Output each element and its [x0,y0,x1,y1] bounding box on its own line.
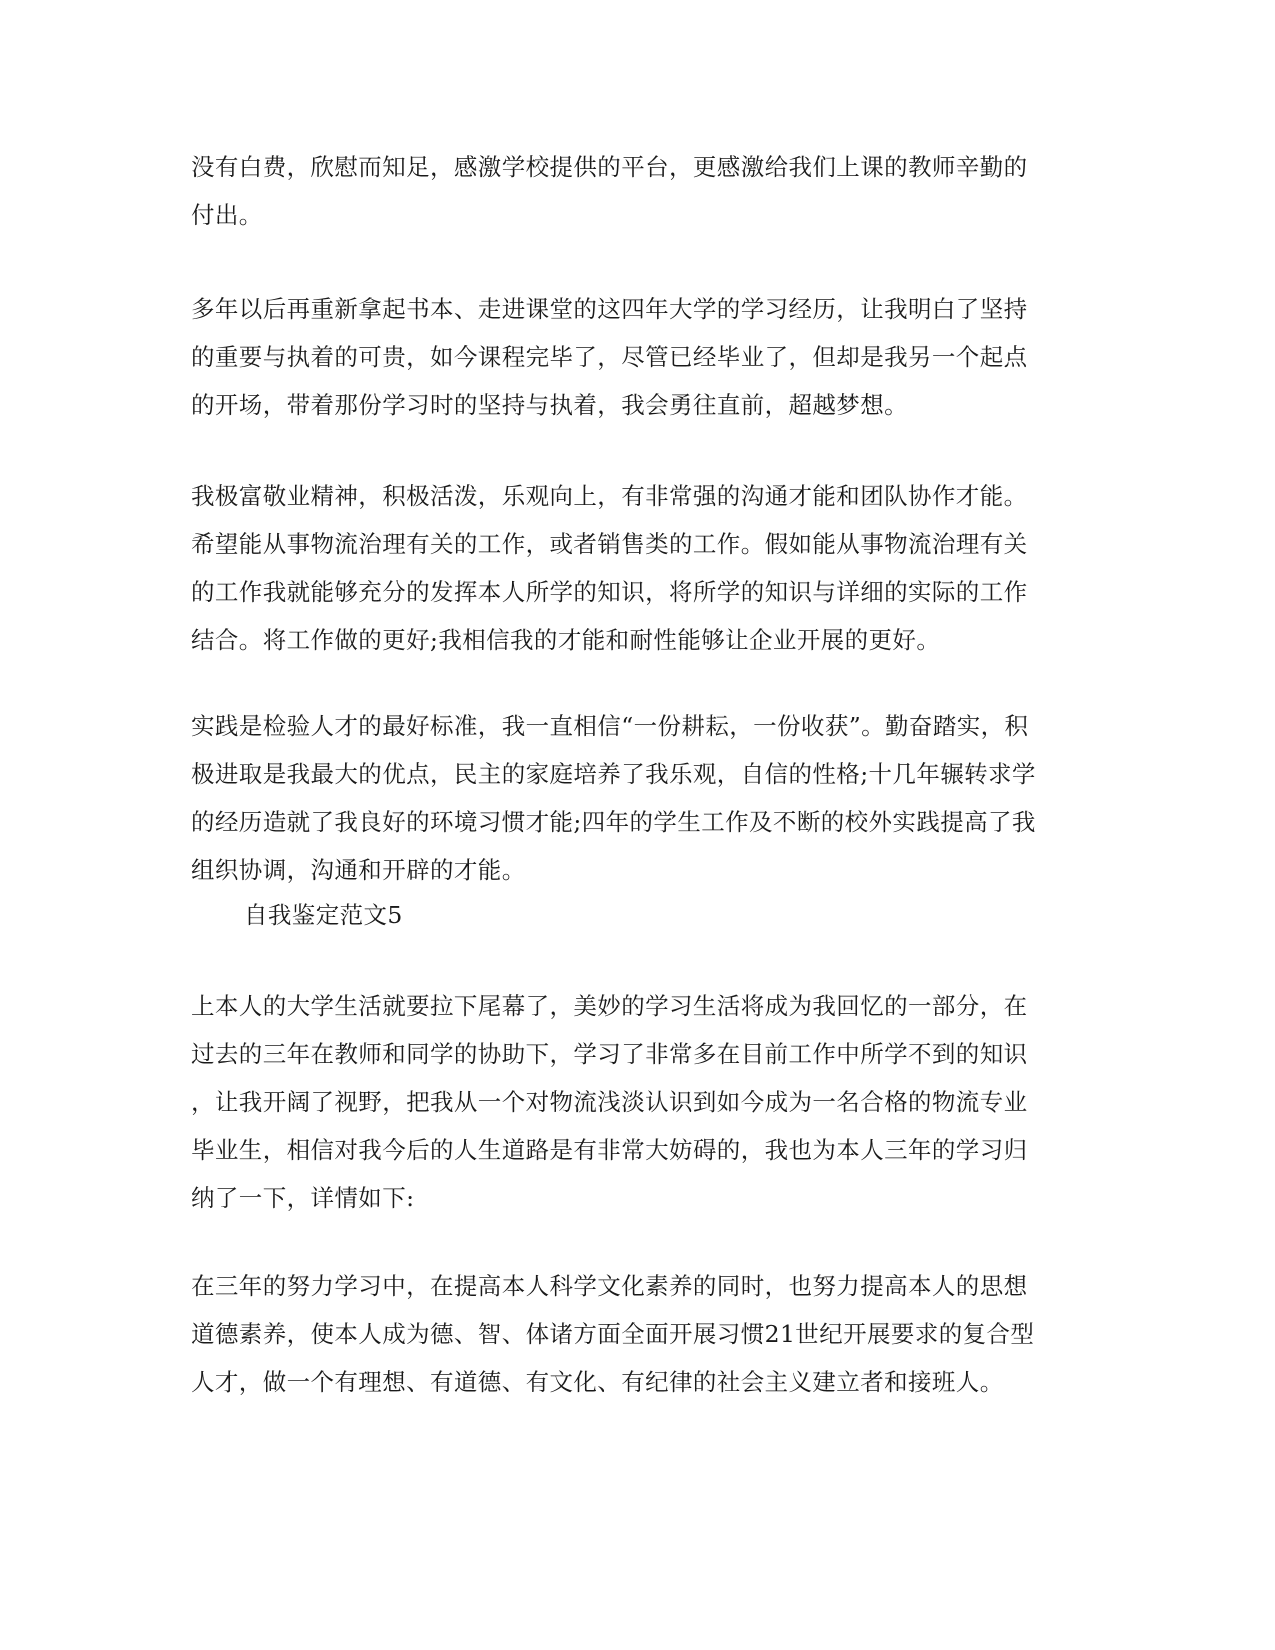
text-line: 上本人的大学生活就要拉下尾幕了，美妙的学习生活将成为我回忆的一部分，在 [191,992,1028,1020]
section-heading: 自我鉴定范文5 [244,901,403,929]
paragraph-4 [191,702,1081,894]
text-line: 过去的三年在教师和同学的协助下，学习了非常多在目前工作中所学不到的知识 [191,1040,1028,1068]
paragraph-6 [191,1262,1081,1406]
text-line: ，让我开阔了视野，把我从一个对物流浅淡认识到如今成为一名合格的物流专业 [191,1088,1028,1116]
text-line: 组织协调，沟通和开辟的才能。 [191,856,526,884]
text-line: 的开场，带着那份学习时的坚持与执着，我会勇往直前，超越梦想。 [191,391,908,419]
text-line: 多年以后再重新拿起书本、走进课堂的这四年大学的学习经历，让我明白了坚持 [191,295,1028,323]
text-line: 人才，做一个有理想、有道德、有文化、有纪律的社会主义建立者和接班人。 [191,1368,1004,1396]
text-line: 实践是检验人才的最好标准，我一直相信“一份耕耘，一份收获”。勤奋踏实，积 [191,712,1029,740]
text-line: 道德素养，使本人成为德、智、体诸方面全面开展习惯21世纪开展要求的复合型 [191,1320,1035,1348]
paragraph-2 [191,285,1081,429]
text-line: 极进取是我最大的优点，民主的家庭培养了我乐观，自信的性格;十几年辗转求学 [191,760,1036,788]
text-line: 纳了一下，详情如下: [191,1184,415,1212]
paragraph-3 [191,472,1081,664]
text-line: 的重要与执着的可贵，如今课程完毕了，尽管已经毕业了，但却是我另一个起点 [191,343,1028,371]
text-line: 的经历造就了我良好的环境习惯才能;四年的学生工作及不断的校外实践提高了我 [191,808,1036,836]
paragraph-5 [191,982,1081,1222]
text-line: 结合。将工作做的更好;我相信我的才能和耐性能够让企业开展的更好。 [191,626,941,654]
text-line: 付出。 [191,201,263,229]
paragraph-1 [191,143,1081,239]
text-line: 在三年的努力学习中，在提高本人科学文化素养的同时，也努力提高本人的思想 [191,1272,1028,1300]
text-line: 的工作我就能够充分的发挥本人所学的知识，将所学的知识与详细的实际的工作 [191,578,1028,606]
text-line: 毕业生，相信对我今后的人生道路是有非常大妨碍的，我也为本人三年的学习归 [191,1136,1028,1164]
text-line: 希望能从事物流治理有关的工作，或者销售类的工作。假如能从事物流治理有关 [191,530,1028,558]
text-line: 我极富敬业精神，积极活泼，乐观向上，有非常强的沟通才能和团队协作才能。 [191,482,1028,510]
text-line: 没有白费，欣慰而知足，感激学校提供的平台，更感激给我们上课的教师辛勤的 [191,153,1028,181]
